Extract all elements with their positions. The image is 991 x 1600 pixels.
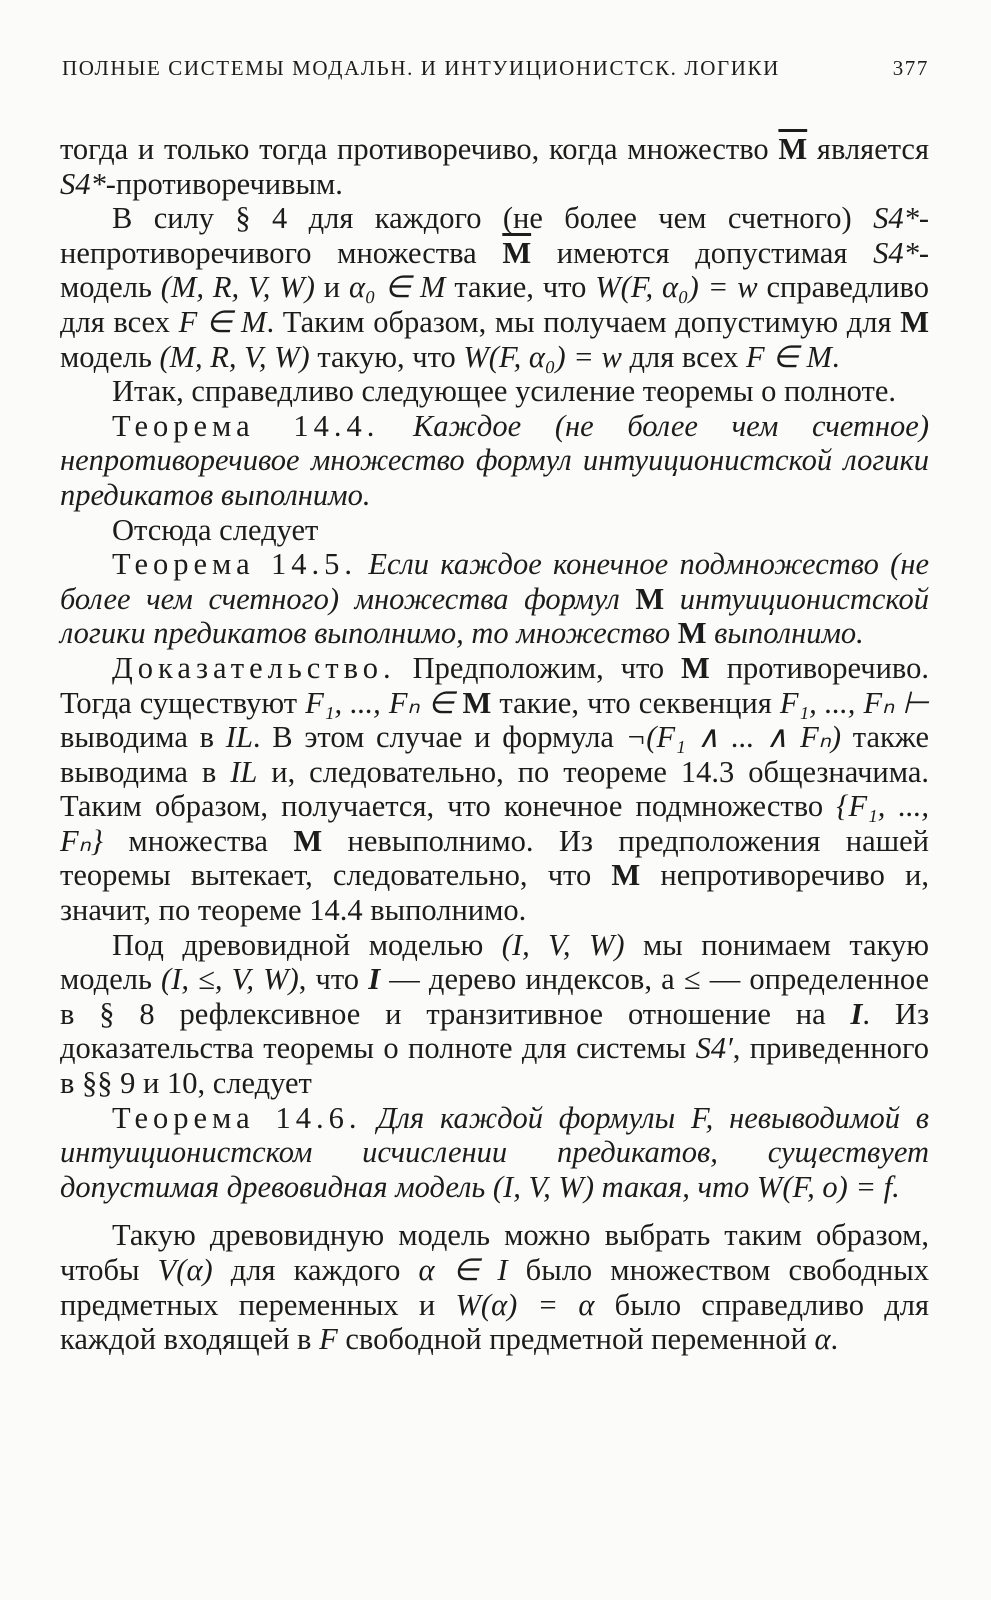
paragraph-1 [60, 132, 929, 201]
text: множества [102, 823, 294, 858]
set-m: M [635, 581, 665, 616]
text: . Из доказательства теоремы о полноте для системы [60, 996, 929, 1066]
text: такую, что [309, 339, 464, 374]
alpha-zero: α₀ ∈ M [349, 270, 446, 305]
text: и, следовательно, по теореме 14.3 общезначима. Таким образом, получается, что конечное подмножество [60, 754, 929, 824]
index-tree: I [850, 996, 863, 1031]
text: такие, что [445, 270, 596, 305]
text: имеются допустимая [531, 235, 874, 270]
theorem-statement: Каждое (не более чем счетное) непротиворечивое множество формул интуиционистской логики предикатов выполнимо. [60, 408, 929, 512]
system-il: IL [230, 754, 258, 789]
paragraph-4: Отсюда следует [112, 512, 319, 547]
model-tuple: (I, ≤, V, W) [161, 962, 299, 997]
theorem-statement: выполнимо. [706, 616, 864, 651]
formula: V(α) [157, 1253, 213, 1287]
page-body [60, 132, 929, 1357]
formula: W(α) = α [455, 1287, 595, 1322]
text: такие, что секвенция [491, 685, 780, 720]
text: — дерево индексов, а ≤ — определенное в § 8 рефлексивное и транзитивное отношение на [60, 962, 929, 1031]
text: Такую древовидную модель можно выбрать таким образом, чтобы [60, 1218, 929, 1287]
theorem-statement: . [892, 1169, 900, 1204]
paragraph-5 [60, 928, 929, 1101]
text: . [830, 1322, 839, 1357]
text: для всех [621, 339, 747, 374]
set-m-bar: $\overline{M}$ [502, 235, 532, 270]
set-m: M [611, 858, 641, 893]
running-head-title: ПОЛНЫЕ СИСТЕМЫ МОДАЛЬН. И ИНТУИЦИОНИСТСК. ЛОГИКИ [62, 56, 780, 80]
theorem-statement: Для каждой формулы [377, 1100, 691, 1135]
variable: α [814, 1322, 831, 1357]
text: невыполнимо. Из предположения нашей теоремы вытекает, следовательно, что [60, 823, 930, 893]
text: для каждого [212, 1253, 419, 1287]
text: , приведенного в §§ 9 и 10, следует [60, 1031, 929, 1101]
proof-label: Доказательство. [112, 650, 396, 685]
paragraph-3: Итак, справедливо следующее усиление теоремы о полноте. [112, 374, 897, 409]
formula: F [319, 1322, 338, 1357]
system-s4: S4* [873, 201, 919, 236]
text: является [807, 132, 929, 166]
text: противоречиво. Тогда существуют [60, 650, 929, 720]
text: свободной предметной переменной [337, 1322, 815, 1357]
theorem-statement: такая, что [593, 1169, 757, 1204]
formula: W(F, o) = f [756, 1169, 893, 1204]
model-tuple: (I, V, W) [492, 1169, 594, 1204]
theorem-label: Теорема 14.5. [112, 547, 358, 582]
set-m: M [900, 304, 929, 339]
index-tree: I [368, 962, 381, 997]
system-il: IL [225, 720, 253, 755]
text: . [831, 339, 840, 374]
set-m: M [462, 685, 492, 720]
running-header [62, 56, 929, 81]
theorem-label: Теорема 14.6. [112, 1100, 362, 1135]
model-tuple: (I, V, W) [501, 927, 625, 962]
model-tuple: (M, R, V, W) [159, 339, 310, 374]
system-s4-prime: S4′ [695, 1031, 733, 1066]
set-m: M [677, 616, 707, 651]
text: Под древовидной моделью [112, 927, 502, 962]
theorem-14-4 [60, 409, 929, 513]
formula: ¬(F₁ ∧ ... ∧ Fₙ) [625, 720, 842, 755]
theorem-14-5 [60, 547, 929, 651]
set-m: M [681, 650, 710, 685]
formula: F₁, ..., Fₙ ∈ [305, 685, 463, 720]
proof [60, 651, 929, 928]
formula-set: {F₁, ..., Fₙ} [60, 789, 930, 858]
text: -модель [60, 235, 929, 305]
text: непротиворечиво и, значит, по теореме 14.4 выполнимо. [60, 858, 929, 928]
text: выводима в [60, 720, 226, 755]
text: справедливо для всех [60, 270, 929, 339]
text: -противоречивым. [105, 166, 343, 201]
paragraph-6 [60, 1218, 929, 1356]
theorem-statement: , невыводимой в интуиционистском исчислении предикатов, существует допустимая древовидная модель [60, 1100, 929, 1204]
formula: F ∈ M [746, 339, 832, 374]
text: было справедливо для каждой входящей в [60, 1287, 929, 1357]
theorem-14-6 [60, 1101, 929, 1205]
text: Предположим, что [412, 650, 682, 685]
text: было множеством свободных предметных переменных и [60, 1253, 929, 1322]
text: . В этом случае и формула [252, 720, 626, 755]
formula: α ∈ I [418, 1253, 508, 1287]
theorem-statement: интуиционистской логики предикатов выполнимо, то множество [60, 581, 929, 651]
text: тогда и только тогда противоречиво, когда множество [60, 132, 779, 166]
set-m-bar: $\overline{M}$ [778, 132, 808, 166]
text: мы понимаем такую модель [60, 927, 930, 997]
paragraph-2 [60, 201, 929, 374]
text: , что [298, 962, 369, 997]
sequent: F₁, ..., Fₙ ⊢ [779, 685, 929, 720]
text: -непротиворечивого множества [60, 201, 929, 270]
text: модель [60, 339, 160, 374]
text: также выводима в [60, 720, 930, 789]
text: В силу § 4 для каждого (не более чем счетного) [112, 201, 874, 236]
text: . Таким образом, мы получаем допустимую для [266, 304, 901, 339]
system-s4: S4* [60, 166, 106, 201]
formula: W(F, α₀) = w [595, 270, 758, 305]
set-m: M [293, 823, 323, 858]
formula: W(F, α₀) = w [463, 339, 622, 374]
text: и [314, 270, 350, 305]
formula: F ∈ M [178, 304, 267, 339]
system-s4: S4* [873, 235, 919, 270]
theorem-statement: Если каждое конечное подмножество (не более чем счетного) множества формул [60, 547, 929, 616]
model-tuple: (M, R, V, W) [160, 270, 315, 305]
formula: F [690, 1100, 706, 1135]
page-number: 377 [892, 56, 929, 80]
theorem-label: Теорема 14.4. [112, 408, 380, 443]
